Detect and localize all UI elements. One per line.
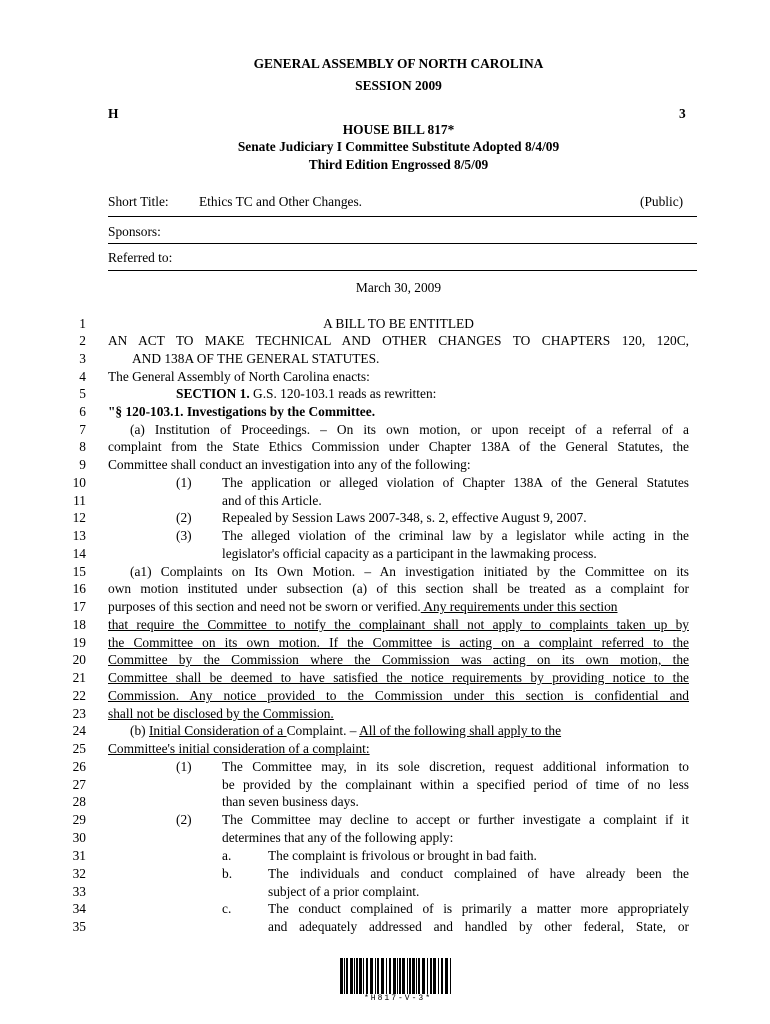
line-number: 4: [79, 369, 86, 384]
line-number: 13: [72, 528, 86, 543]
line-number: 11: [73, 493, 86, 508]
item-number: (2): [176, 510, 192, 525]
barcode: [340, 958, 452, 994]
barcode-bar: [375, 958, 376, 994]
line-number: 2: [79, 333, 86, 348]
line-number: 20: [72, 652, 86, 667]
line-number: 8: [79, 439, 86, 454]
line-number: 21: [72, 670, 86, 685]
item-number: (1): [176, 759, 192, 774]
act-title-cont: AND 138A OF THE GENERAL STATUTES.: [132, 351, 380, 366]
line-number: 18: [72, 617, 86, 632]
subitem-text: The complaint is frivolous or brought in bad faith.: [268, 848, 537, 863]
assembly-title: GENERAL ASSEMBLY OF NORTH CAROLINA: [253, 56, 544, 71]
item-text: The application or alleged violation of Chapter 138A of the General Statutes: [222, 475, 689, 490]
line-number: 12: [72, 510, 86, 525]
subitem-letter: a.: [222, 848, 232, 863]
rule: [108, 216, 697, 217]
item-text: be provided by the complainant within a specified period of time of no less: [222, 777, 689, 792]
item-number: (1): [176, 475, 192, 490]
barcode-bar: [381, 958, 384, 994]
para-a: (a) Institution of Proceedings. – On its own motion, or upon receipt of a referral of a: [130, 422, 689, 437]
body-line: complaint from the State Ethics Commission under Chapter 138A of the General Statutes, the: [108, 439, 689, 454]
introduced-date: March 30, 2009: [355, 280, 442, 295]
barcode-bar: [366, 958, 368, 994]
chamber-letter: H: [108, 106, 119, 121]
barcode-bar: [377, 958, 379, 994]
item-text: The alleged violation of the criminal law by a legislator while acting in the: [222, 528, 689, 543]
subitem-text: and adequately addressed and handled by other federal, State, or: [268, 919, 689, 934]
line-number: 14: [72, 546, 86, 561]
line-number: 35: [72, 919, 86, 934]
item-number: (3): [176, 528, 192, 543]
item-text: The Committee may decline to accept or further investigate a complaint if it: [222, 812, 689, 827]
text-inserted: Any requirements under this section: [420, 599, 618, 614]
rule: [108, 243, 697, 244]
line-number: 5: [79, 386, 86, 401]
item-text: The Committee may, in its sole discretion, request additional information to: [222, 759, 689, 774]
line-number: 6: [79, 404, 86, 419]
line-number: 15: [72, 564, 86, 579]
barcode-bar: [393, 958, 396, 994]
subitem-text: The conduct complained of is primarily a matter more appropriately: [268, 901, 689, 916]
line-number: 34: [72, 901, 86, 916]
barcode-bar: [407, 958, 408, 994]
inserted-line: Commission. Any notice provided to the Commission under this section is confidential and: [108, 688, 689, 703]
barcode-bar: [363, 958, 364, 994]
short-title-label: Short Title:: [108, 194, 169, 209]
line-number: 16: [72, 581, 86, 596]
barcode-bar: [433, 958, 436, 994]
line-number: 23: [72, 706, 86, 721]
barcode-bar: [354, 958, 355, 994]
line-number: 3: [79, 351, 86, 366]
sponsors-label: Sponsors:: [108, 224, 161, 239]
subitem-text: subject of a prior complaint.: [268, 884, 420, 899]
barcode-bar: [340, 958, 343, 994]
subitem-letter: b.: [222, 866, 233, 881]
barcode-bar: [416, 958, 417, 994]
line-number: 32: [72, 866, 86, 881]
line-number: 10: [72, 475, 86, 490]
barcode-bar: [445, 958, 448, 994]
rule: [108, 270, 697, 271]
line-number: 17: [72, 599, 86, 614]
barcode-bar: [450, 958, 451, 994]
session-title: SESSION 2009: [355, 78, 442, 93]
barcode-bar: [427, 958, 428, 994]
referred-label: Referred to:: [108, 250, 173, 265]
barcode-bar: [350, 958, 353, 994]
act-title: AN ACT TO MAKE TECHNICAL AND OTHER CHANGES TO CHAPTERS 120, 120C,: [108, 333, 689, 348]
barcode-bar: [399, 958, 401, 994]
line-number: 27: [72, 777, 86, 792]
line-number: 25: [72, 741, 86, 756]
para-label: (b): [130, 723, 149, 738]
line-number: 30: [72, 830, 86, 845]
barcode-bar: [356, 958, 358, 994]
text-inserted: Initial Consideration of a: [148, 723, 287, 738]
inserted-line: Committee's initial consideration of a complaint:: [108, 741, 370, 756]
barcode-bar: [418, 958, 420, 994]
barcode-bar: [389, 958, 391, 994]
line-number: 28: [72, 794, 86, 809]
para-b: [130, 723, 689, 739]
line-number: 29: [72, 812, 86, 827]
section-label: SECTION 1.: [176, 386, 250, 401]
para-a1: (a1) Complaints on Its Own Motion. – An investigation initiated by the Committee on its: [130, 564, 689, 579]
item-number: (2): [176, 812, 192, 827]
item-text: and of this Article.: [222, 493, 322, 508]
item-text: legislator's official capacity as a participant in the lawmaking process.: [222, 546, 597, 561]
text-plain: Complaint. –: [286, 723, 360, 738]
item-text: than seven business days.: [222, 794, 359, 809]
body-line: Committee shall conduct an investigation into any of the following:: [108, 457, 471, 472]
barcode-text: *H817-V-3*: [363, 994, 432, 1003]
line-number: 31: [72, 848, 86, 863]
text-inserted: All of the following shall apply to the: [359, 723, 562, 738]
barcode-bar: [438, 958, 439, 994]
barcode-bar: [370, 958, 373, 994]
line-number: 1: [79, 316, 86, 331]
public-label: (Public): [640, 194, 684, 209]
barcode-bar: [402, 958, 405, 994]
edition-number: 3: [679, 106, 686, 121]
barcode-bar: [422, 958, 425, 994]
line-number: 19: [72, 635, 86, 650]
barcode-bar: [409, 958, 411, 994]
subitem-text: The individuals and conduct complained of have already been the: [268, 866, 689, 881]
subitem-letter: c.: [222, 901, 232, 916]
barcode-bar: [412, 958, 415, 994]
inserted-line: that require the Committee to notify the complainant shall not apply to complaints taken up by: [108, 617, 689, 632]
body-line: own motion instituted under subsection (a) of this section shall be treated as a complaint for: [108, 581, 689, 596]
edition-line: Third Edition Engrossed 8/5/09: [308, 157, 489, 172]
line-number: 33: [72, 884, 86, 899]
barcode-bar: [441, 958, 443, 994]
item-text: determines that any of the following apply:: [222, 830, 454, 845]
line-number: 22: [72, 688, 86, 703]
barcode-bar: [397, 958, 398, 994]
substitute-line: Senate Judiciary I Committee Substitute Adopted 8/4/09: [237, 139, 560, 154]
inserted-line: the Committee on its own motion. If the Committee is acting on a complaint referred to the: [108, 635, 689, 650]
barcode-bar: [386, 958, 387, 994]
barcode-bar: [344, 958, 345, 994]
line-number: 7: [79, 422, 86, 437]
bill-number: HOUSE BILL 817*: [342, 122, 455, 137]
inserted-line: Committee by the Commission where the Commission was acting on its own motion, the: [108, 652, 689, 667]
section-1: [176, 386, 757, 402]
line-number: 9: [79, 457, 86, 472]
barcode-bar: [346, 958, 348, 994]
section-text: G.S. 120-103.1 reads as rewritten:: [249, 386, 437, 401]
statute-heading: "§ 120-103.1. Investigations by the Committee.: [108, 404, 376, 419]
item-text: Repealed by Session Laws 2007-348, s. 2, effective August 9, 2007.: [222, 510, 587, 525]
inserted-line: shall not be disclosed by the Commission.: [108, 706, 334, 721]
line-number: 26: [72, 759, 86, 774]
enacting-clause: The General Assembly of North Carolina enacts:: [108, 369, 370, 384]
body-line: [108, 599, 689, 615]
text-plain: purposes of this section and need not be sworn or verified.: [108, 599, 421, 614]
barcode-bar: [430, 958, 432, 994]
inserted-line: Committee shall be deemed to have satisfied the notice requirements by providing notice to the: [108, 670, 689, 685]
bill-heading: A BILL TO BE ENTITLED: [323, 316, 474, 331]
line-number: 24: [72, 723, 86, 738]
short-title: Ethics TC and Other Changes.: [199, 194, 363, 209]
barcode-bar: [359, 958, 362, 994]
